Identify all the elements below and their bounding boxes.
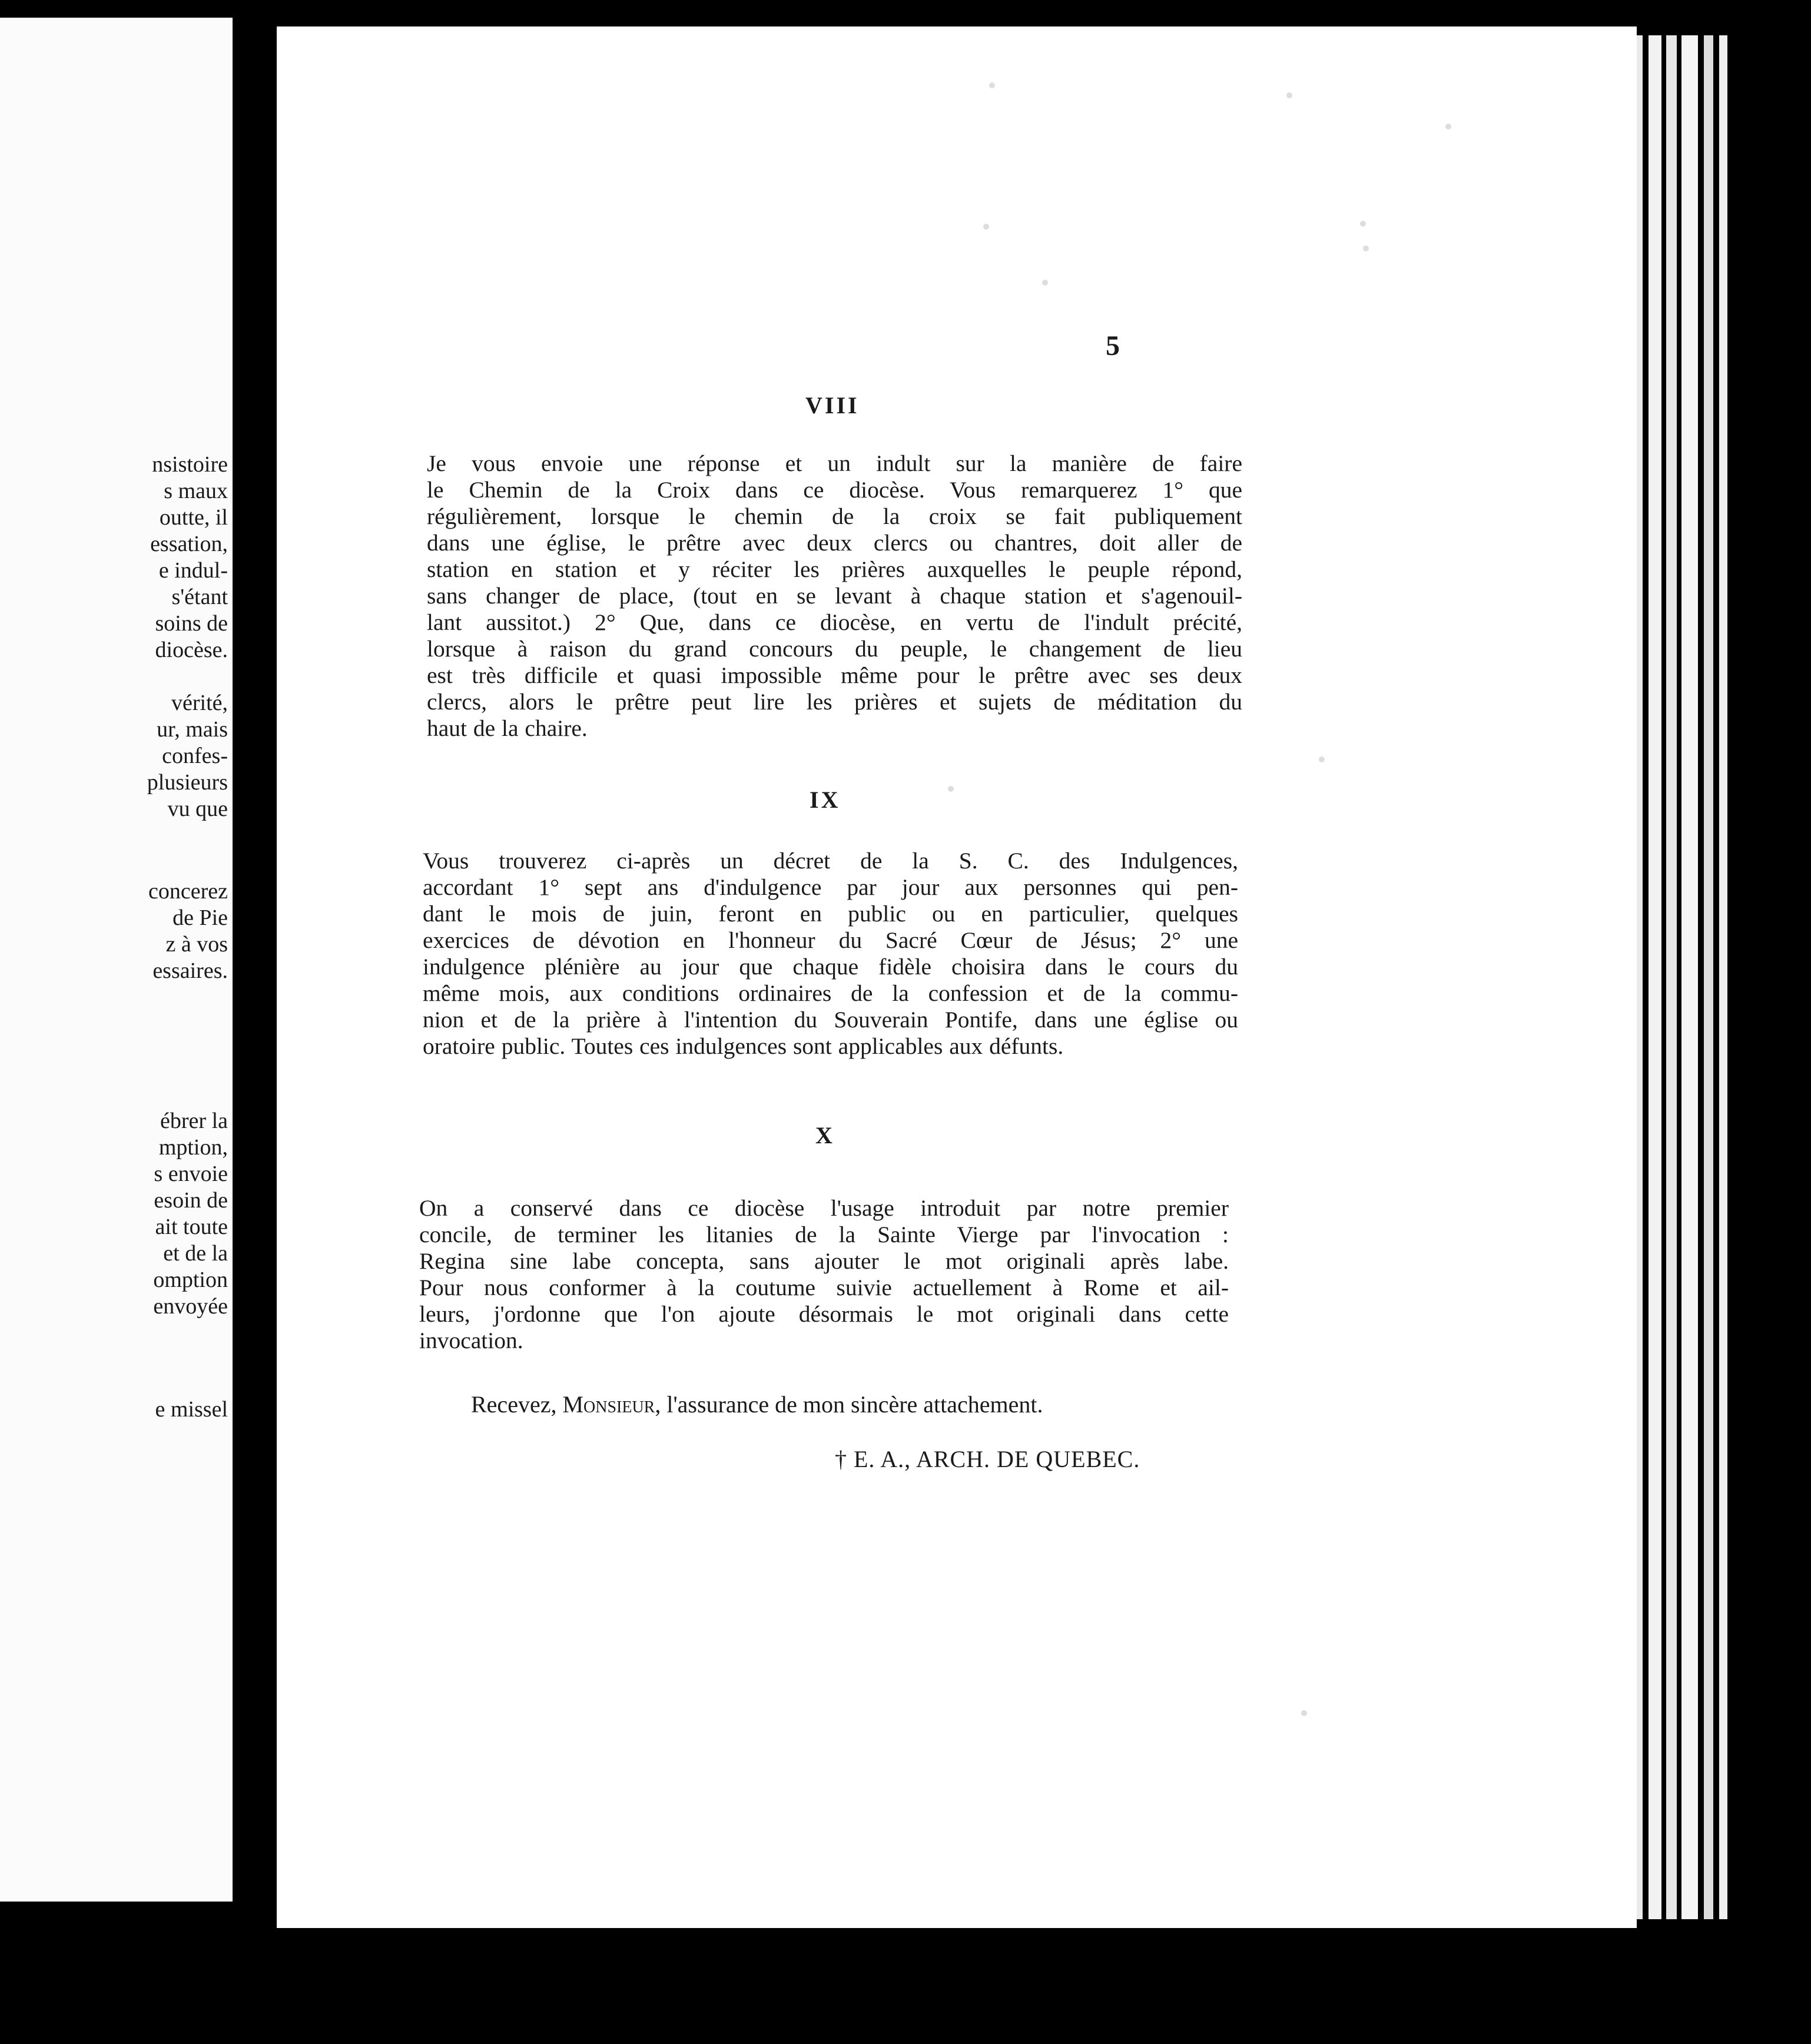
closing-suffix: , l'assurance de mon sincère attachement. (655, 1391, 1043, 1418)
text-line: indulgence plénière au jour que chaque fidèle choisira dans le cours du (423, 954, 1238, 980)
text-line: dans une église, le prêtre avec deux clercs ou chantres, doit aller de (427, 530, 1242, 556)
closing-prefix: Recevez, (471, 1391, 563, 1418)
section-heading-viii: VIII (805, 392, 860, 419)
left-page-fragment: omption (153, 1267, 228, 1292)
section-ix-paragraph (423, 848, 1238, 1060)
left-page-fragment: ur, mais (157, 717, 228, 742)
text-line: Regina sine labe concepta, sans ajouter le mot originali après labe. (419, 1248, 1229, 1274)
left-page-fragment: essaires. (152, 958, 228, 983)
section-viii-paragraph (427, 450, 1242, 742)
text-line: leurs, j'ordonne que l'on ajoute désormais le mot originali dans cette (419, 1301, 1229, 1327)
text-line: nion et de la prière à l'intention du Souverain Pontife, dans une église ou (423, 1007, 1238, 1033)
text-line: accordant 1° sept ans d'indulgence par jour aux personnes qui pen- (423, 874, 1238, 900)
text-line: Vous trouverez ci-après un décret de la S. C. des Indulgences, (423, 848, 1238, 874)
page-number: 5 (1106, 330, 1120, 361)
left-page-fragment: z à vos (165, 932, 228, 957)
left-page-fragment: et de la (163, 1241, 228, 1266)
text-line: exercices de dévotion en l'honneur du Sacré Cœur de Jésus; 2° une (423, 927, 1238, 953)
left-page-fragment: mption, (158, 1135, 228, 1160)
section-x-paragraph (419, 1195, 1229, 1354)
text-line: dant le mois de juin, feront en public ou en particulier, quelques (423, 901, 1238, 927)
left-page-fragment: essation, (150, 532, 228, 556)
text-line: On a conservé dans ce diocèse l'usage introduit par notre premier (419, 1195, 1229, 1221)
text-line: invocation. (419, 1328, 523, 1353)
left-page-fragment: ébrer la (160, 1109, 228, 1133)
left-page-fragment: ait toute (155, 1215, 228, 1239)
closing-salutation (471, 1391, 1043, 1418)
text-line: concile, de terminer les litanies de la Sainte Vierge par l'invocation : (419, 1222, 1229, 1247)
left-page-fragment: s'étant (171, 585, 228, 609)
text-line: clercs, alors le prêtre peut lire les prières et sujets de méditation du (427, 689, 1242, 715)
left-page-fragment: esoin de (154, 1188, 228, 1213)
signature: † E. A., ARCH. DE QUEBEC. (835, 1446, 1140, 1472)
left-page-fragment: de Pie (173, 905, 228, 930)
left-page-fragment: envoyée (153, 1294, 228, 1319)
text-line: lorsque à raison du grand concours du peuple, le changement de lieu (427, 636, 1242, 662)
text-line: le Chemin de la Croix dans ce diocèse. Vous remarquerez 1° que (427, 477, 1242, 503)
section-heading-ix: IX (810, 787, 841, 813)
text-line: station en station et y réciter les prières auxquelles le peuple répond, (427, 556, 1242, 582)
left-page-fragment: confes- (162, 744, 228, 768)
text-line: Pour nous conformer à la coutume suivie actuellement à Rome et ail- (419, 1275, 1229, 1300)
text-line: régulièrement, lorsque le chemin de la croix se fait publiquement (427, 503, 1242, 529)
text-line: Je vous envoie une réponse et un indult sur la manière de faire (427, 450, 1242, 476)
text-line: est très difficile et quasi impossible même pour le prêtre avec ses deux (427, 662, 1242, 688)
text-line: haut de la chaire. (427, 715, 588, 741)
text-line: lant aussitot.) 2° Que, dans ce diocèse, en vertu de l'indult précité, (427, 609, 1242, 635)
left-page-fragment: outte, il (159, 505, 228, 530)
closing-monsieur: Monsieur (562, 1391, 655, 1418)
text-line: même mois, aux conditions ordinaires de la confession et de la commu- (423, 980, 1238, 1006)
left-page-fragment: e missel (155, 1397, 228, 1422)
left-facing-page (0, 18, 233, 1902)
text-line: sans changer de place, (tout en se levant à chaque station et s'agenouil- (427, 583, 1242, 609)
left-page-fragment: vérité, (171, 691, 228, 715)
left-page-fragment: s maux (164, 479, 228, 503)
left-page-fragment: nsistoire (152, 452, 228, 477)
left-page-fragment: e indul- (158, 558, 228, 583)
text-line: oratoire public. Toutes ces indulgences sont applicables aux défunts. (423, 1033, 1064, 1059)
left-page-fragment: soins de (155, 611, 228, 636)
left-page-fragment: concerez (148, 879, 228, 904)
left-page-fragment: vu que (167, 797, 228, 821)
page-edges (1625, 35, 1760, 1919)
left-page-fragment: plusieurs (147, 770, 228, 795)
section-heading-x: X (815, 1122, 835, 1149)
left-page-fragment: diocèse. (155, 638, 228, 662)
left-page-fragment: s envoie (154, 1162, 228, 1186)
